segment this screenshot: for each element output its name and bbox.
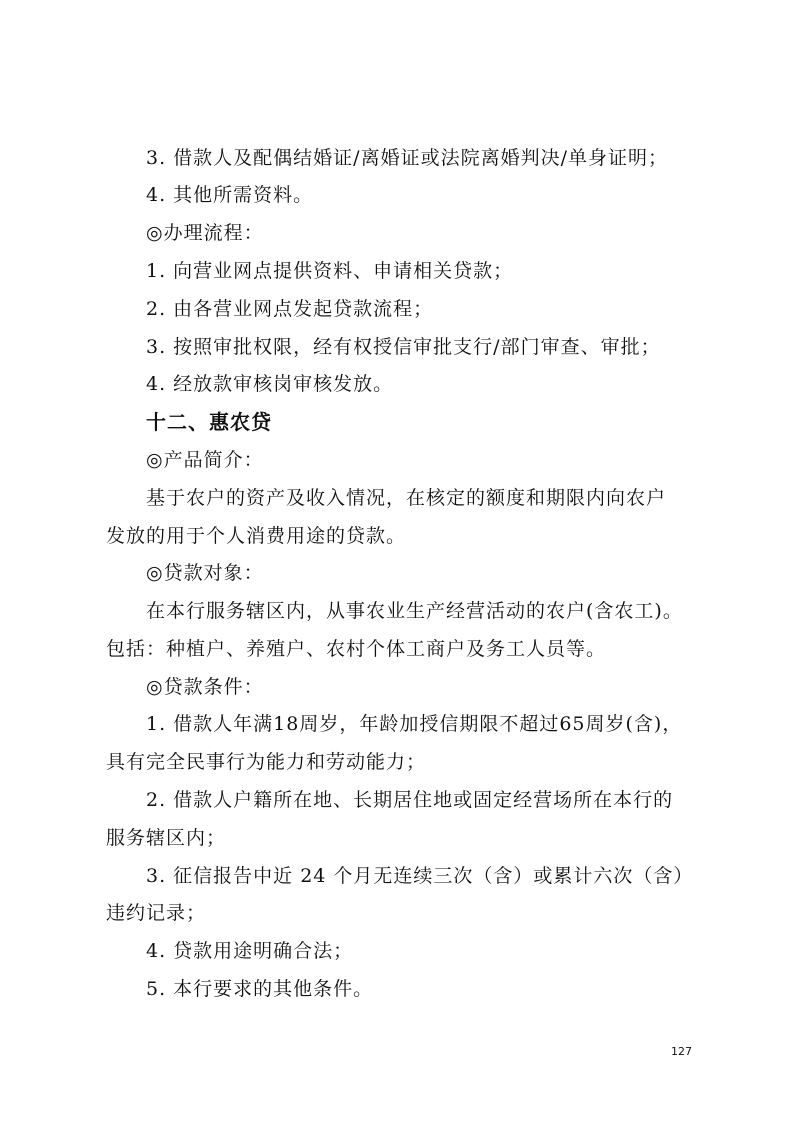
text-line: 包括：种植户、养殖户、农村个体工商户及务工人员等。 — [106, 638, 607, 660]
text-line: 3. 按照审批权限，经有权授信审批支行/部门审查、审批； — [146, 336, 661, 358]
text-line: 5. 本行要求的其他条件。 — [146, 978, 374, 1000]
section-label: ◎贷款条件： — [146, 676, 264, 698]
text-line: 在本行服务辖区内，从事农业生产经营活动的农户(含农工)。 — [146, 600, 683, 622]
section-heading: 十二、惠农贷 — [146, 410, 272, 434]
text-line: 2. 借款人户籍所在地、长期居住地或固定经营场所在本行的 — [146, 789, 674, 811]
text-line: 1. 借款人年满18周岁，年龄加授信期限不超过65周岁(含)， — [146, 713, 683, 735]
text-line: 4. 经放款审核岗审核发放。 — [146, 373, 394, 395]
text-line: 服务辖区内； — [106, 827, 227, 849]
text-line: 具有完全民事行为能力和劳动能力； — [106, 751, 427, 773]
text-line: 3. 征信报告中近 24 个月无连续三次（含）或累计六次（含） — [146, 865, 694, 887]
text-line: 4. 其他所需资料。 — [146, 184, 314, 206]
section-label: ◎办理流程： — [146, 222, 264, 244]
text-line: 4. 贷款用途明确合法； — [146, 940, 354, 962]
text-line: 1. 向营业网点提供资料、申请相关贷款； — [146, 260, 514, 282]
page-number: 127 — [671, 1045, 692, 1058]
text-line: 违约记录； — [106, 902, 207, 924]
text-line: 基于农户的资产及收入情况，在核定的额度和期限内向农户 — [146, 487, 667, 509]
text-line: 2. 由各营业网点发起贷款流程； — [146, 298, 434, 320]
text-line: 3. 借款人及配偶结婚证/离婚证或法院离婚判决/单身证明； — [146, 147, 668, 169]
section-label: ◎贷款对象： — [146, 562, 264, 584]
section-label: ◎产品简介： — [146, 449, 264, 471]
text-line: 发放的用于个人消费用途的贷款。 — [106, 525, 407, 547]
